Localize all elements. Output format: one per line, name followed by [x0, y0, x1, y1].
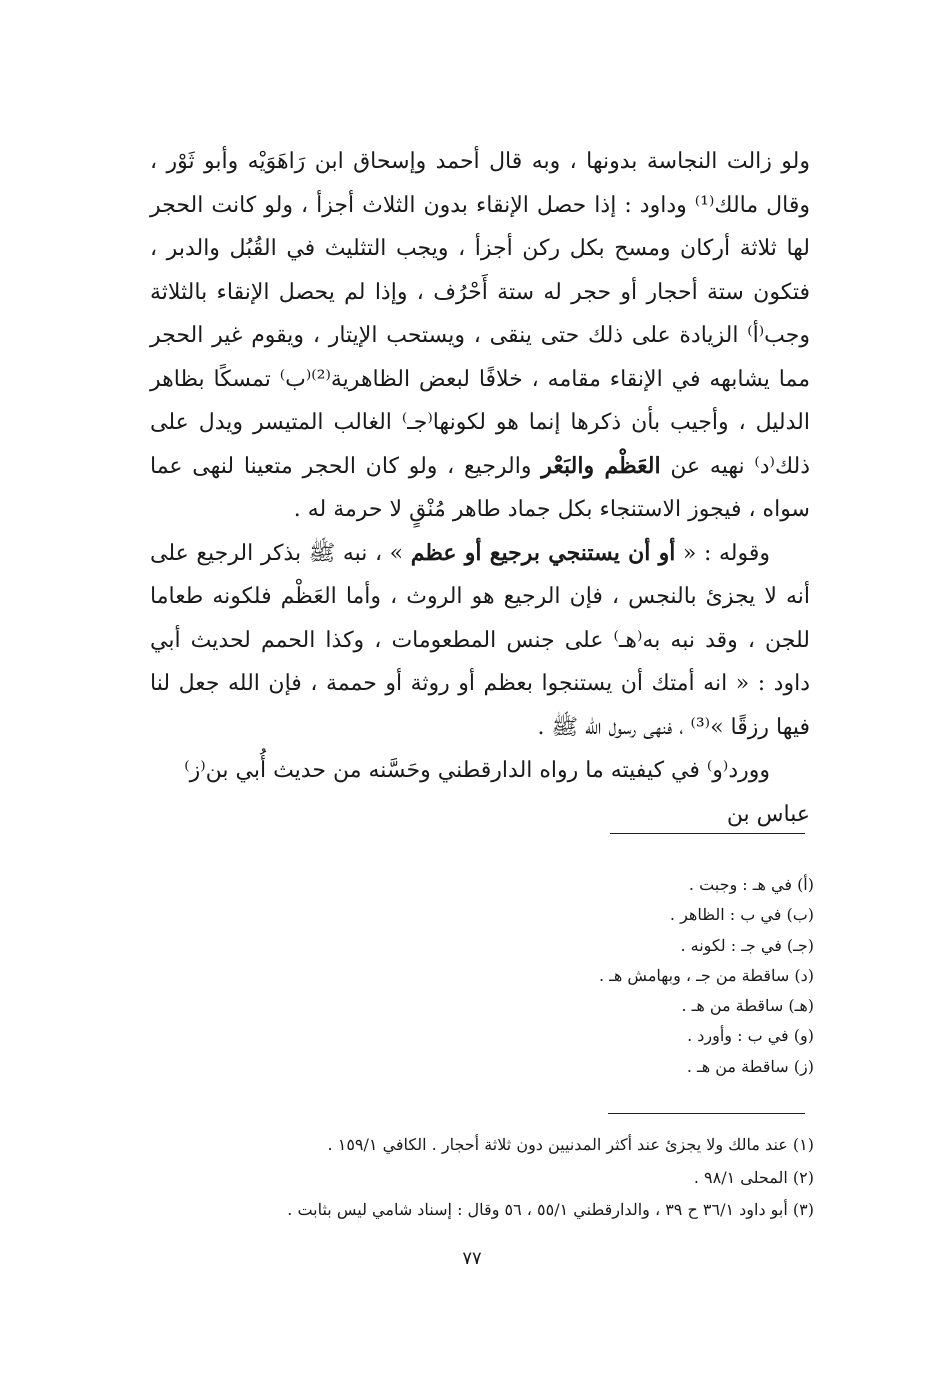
paragraph-2 — [150, 532, 810, 750]
variant-note: (جـ) في جـ : لكونه . — [680, 935, 814, 955]
reference-notes — [174, 1129, 814, 1227]
variant-notes-divider — [610, 833, 805, 834]
page-number: ٧٧ — [462, 1248, 482, 1269]
paragraph-3 — [150, 749, 810, 836]
main-text — [150, 140, 810, 836]
reference-note: (٣) أبو داود ٣٦/١ ح ٣٩ ، والدارقطني ٥٥/١ ، ٥٦ وقال : إسناد شامي ليس بثابت . — [287, 1200, 814, 1219]
variant-note: (أ) في هـ : وجبت . — [688, 875, 814, 894]
variant-note: (ب) في ب : الظاهر . — [669, 905, 814, 925]
paragraph-2-hadith-phrase: أو أن يستنجي برجيع أو عظم — [410, 539, 676, 566]
paragraph-2-text: » ، نبه ﷺ بذكر الرجيع على أنه لا يجزئ بالنجس ، فإن الرجيع هو الروث ، وأما العَظْم فلكونه طعاما للجن ، وقد نبه به⁽هـ⁾ على جنس المطعومات ، وكذا الحمم لحديث أبي داود : « انه أمتك أن يستنجوا بعظم أو روثة أو حممة ، فإن الله جعل لنا فيها رزقًا »⁽³⁾ ، فنهى رسول الله ﷺ . — [150, 540, 810, 740]
variant-notes — [414, 870, 814, 1082]
variant-note: (د) ساقطة من جـ ، وبهامش هـ . — [599, 965, 814, 985]
paragraph-1-text: ولو زالت النجاسة بدونها ، وبه قال أحمد وإسحاق ابن رَاهَوَيْه وأبو ثَوْر ، وقال مالك⁽¹⁾ وداود : إذا حصل الإنقاء بدون الثلاث أجزأ ، ولو كانت الحجر لها ثلاثة أركان ومسح بكل ركن أجزأ ، ويجب التثليث في القُبُل والدبر ، فتكون ستة أحجار أو حجر له ستة أَحْرُف ، وإذا لم يحصل الإنقاء بالثلاثة وجب⁽أ⁾ الزيادة على ذلك حتى ينقى ، ويستحب الإيتار ، ويقوم غير الحجر مما يشابهه في الإنقاء مقامه ، خلافًا لبعض الظاهرية⁽²⁾⁽ب⁾ تمسكًا بظاهر الدليل ، وأجيب بأن ذكرها إنما هو لكونها⁽جـ⁾ الغالب المتيسر ويدل على ذلك⁽د⁾ نهيه عن — [150, 149, 810, 479]
variant-note: (ز) ساقطة من هـ . — [686, 1056, 814, 1076]
paragraph-2-lead: وقوله : « — [682, 540, 770, 566]
reference-note: (١) عند مالك ولا يجزئ عند أكثر المدنيين دون ثلاثة أحجار . الكافي ١٥٩/١ . — [327, 1135, 814, 1154]
paragraph-1-continuation: والرجيع ، ولو كان الحجر متعينا لنهى عما سواه ، فيجوز الاستنجاء بكل جماد طاهر مُنْقٍ لا حرمة له . — [150, 453, 810, 522]
reference-note: (٢) المحلى ٩٨/١ . — [693, 1167, 814, 1187]
paragraph-3-text: وورد⁽و⁾ في كيفيته ما رواه الدارقطني وحَسَّنه من حديث أُبي بن⁽ز⁾ عباس بن — [184, 758, 810, 827]
paragraph-1-bold-phrase: العَظْم والبَعْر — [541, 452, 661, 479]
reference-notes-divider — [608, 1113, 805, 1114]
variant-note: (هـ) ساقطة من هـ . — [681, 996, 814, 1016]
variant-note: (و) في ب : وأورد . — [687, 1026, 814, 1046]
paragraph-1 — [150, 140, 810, 532]
